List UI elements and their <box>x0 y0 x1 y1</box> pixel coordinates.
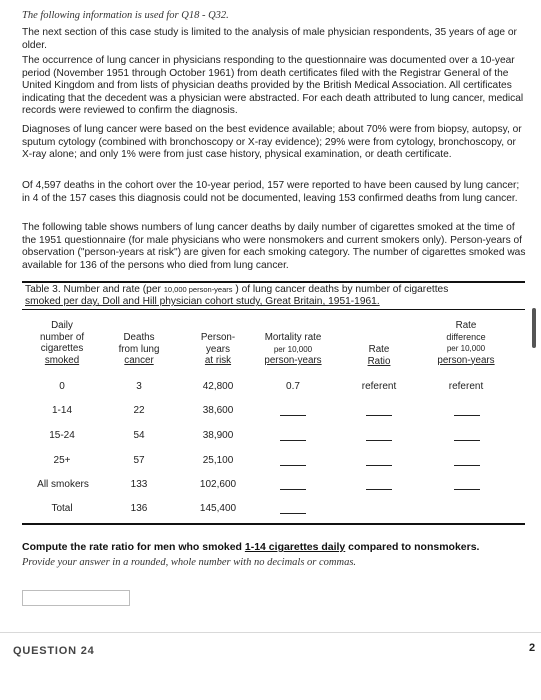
table-cell-person-years: 38,900 <box>202 430 234 441</box>
table-cell-cigarettes: All smokers <box>37 479 89 490</box>
caption-line2: smoked per day, Doll and Hill physician cohort study, Great Britain, 1951-1961. <box>25 296 380 308</box>
blank-rate-difference <box>454 489 480 490</box>
table-cell-cigarettes: 0 <box>59 381 65 392</box>
blank-mortality <box>280 513 306 514</box>
table-cell-deaths: 57 <box>133 455 145 466</box>
table-cell-cigarettes: 15-24 <box>49 430 75 441</box>
question-prompt <box>22 541 479 553</box>
header-text: per 10,000 <box>446 344 486 353</box>
header-text: per 10,000 <box>273 344 313 354</box>
header-text: person-years <box>264 355 322 366</box>
table-cell-rate-ratio: referent <box>361 381 397 392</box>
header-rate-ratio <box>356 344 402 367</box>
caption-small: 10,000 person-years <box>163 285 233 294</box>
question-text: Compute the rate ratio for men who smoked <box>22 541 245 553</box>
intro-text: The following information is used for Q18 - Q32. <box>22 10 229 21</box>
header-text: Rate <box>368 344 390 355</box>
table-cell-deaths: 133 <box>130 479 148 490</box>
blank-mortality <box>280 440 306 441</box>
header-text: person-years <box>437 354 495 366</box>
header-text: Mortality rate <box>264 332 322 343</box>
header-deaths <box>108 332 170 367</box>
header-daily-cigarettes <box>28 320 96 366</box>
caption-part-a: Table 3. Number and rate (per <box>25 284 164 295</box>
table-cell-cigarettes: 25+ <box>53 455 71 466</box>
blank-rate-difference <box>454 415 480 416</box>
header-text: number of <box>39 331 85 343</box>
answer-input[interactable] <box>22 590 130 606</box>
section-divider <box>0 632 541 633</box>
blank-rate-difference <box>454 465 480 466</box>
header-rate-difference <box>428 320 504 366</box>
header-text: years <box>206 343 230 355</box>
header-text: cancer <box>124 355 154 366</box>
table-cell-person-years: 38,600 <box>202 405 234 416</box>
blank-mortality <box>280 489 306 490</box>
blank-rate-ratio <box>366 415 392 416</box>
caption-part-b: ) of lung cancer deaths by number of cigarettes <box>232 284 449 295</box>
paragraph-diagnoses: Diagnoses of lung cancer were based on the best evidence available; about 70% were from biopsy, autopsy, or sputum cytology (combined with bronchoscopy or X-ray evidence); 29% were from cytology, bronchoscopy, or X-ray alone; and only 1% were from just case history, physical examination, or death certificate. <box>22 124 522 160</box>
header-text: difference <box>446 331 486 342</box>
answer-instruction: Provide your answer in a rounded, whole number with no decimals or commas. <box>22 557 357 568</box>
table-cell-deaths: 3 <box>136 381 142 392</box>
table-cell-mortality: 0.7 <box>286 381 300 392</box>
blank-mortality <box>280 415 306 416</box>
table-cell-cigarettes: Total <box>51 503 73 514</box>
blank-rate-ratio <box>366 465 392 466</box>
paragraph-table-intro: The following table shows numbers of lung cancer deaths by daily number of cigarettes smoked at the time of the 1951 questionnaire (for male physicians who were nonsmokers and current smokers only). Person-years of observation ("person-years at risk") are given for each smoking category. The number of cigarettes smoked was available for 136 of the persons who died from lung cancer. <box>22 222 526 271</box>
blank-mortality <box>280 465 306 466</box>
table-cell-deaths: 54 <box>133 430 145 441</box>
paragraph-occurrence: The occurrence of lung cancer in physicians responding to the questionnaire was documented over a 10-year period (November 1951 through October 1961) from death certificates filed with the Registrar General of the United Kingdom and from lists of physician deaths provided by the British Medical Association. All certificates indicating that the decedent was a physician were abstracted. For each death attributed to lung cancer, medical records were reviewed to confirm the diagnosis. <box>22 55 524 116</box>
table-bottom-rule <box>22 523 525 525</box>
paragraph-deaths: Of 4,597 deaths in the cohort over the 10-year period, 157 were reported to have been caused by lung cancer; in 4 of the 157 cases this diagnosis could not be documented, leaving 153 confirmed deaths from lung cancer. <box>22 180 520 204</box>
header-text: Person- <box>200 332 236 343</box>
header-text: Deaths <box>123 332 155 343</box>
header-text: Rate <box>455 320 477 331</box>
question-text: compared to nonsmokers. <box>345 541 480 553</box>
question-text-underlined: 1-14 cigarettes daily <box>244 541 346 553</box>
header-text: Daily <box>51 320 73 331</box>
table-caption <box>22 281 525 310</box>
table-cell-person-years: 102,600 <box>199 479 237 490</box>
table-cell-deaths: 136 <box>130 503 148 514</box>
table-cell-person-years: 42,800 <box>202 381 234 392</box>
blank-rate-ratio <box>366 440 392 441</box>
table-cell-person-years: 25,100 <box>202 455 234 466</box>
header-text: at risk <box>204 355 232 366</box>
blank-rate-ratio <box>366 489 392 490</box>
blank-rate-difference <box>454 440 480 441</box>
table-caption-block <box>22 281 525 310</box>
table-cell-cigarettes: 1-14 <box>51 405 72 416</box>
header-text: from lung <box>118 343 160 355</box>
header-text: Ratio <box>367 355 391 367</box>
header-text: cigarettes <box>40 343 84 354</box>
paragraph-scope: The next section of this case study is limited to the analysis of male physician respondents, 35 years of age or older. <box>22 27 517 51</box>
question-points: 2 <box>529 642 536 654</box>
table-cell-rate-difference: referent <box>448 381 484 392</box>
table-cell-person-years: 145,400 <box>199 503 237 514</box>
header-person-years <box>188 332 248 367</box>
header-mortality-rate <box>252 332 334 367</box>
scrollbar-thumb[interactable] <box>532 308 536 348</box>
question-number-label: QUESTION 24 <box>13 645 95 657</box>
header-text: smoked <box>44 354 80 366</box>
table-cell-deaths: 22 <box>133 405 145 416</box>
